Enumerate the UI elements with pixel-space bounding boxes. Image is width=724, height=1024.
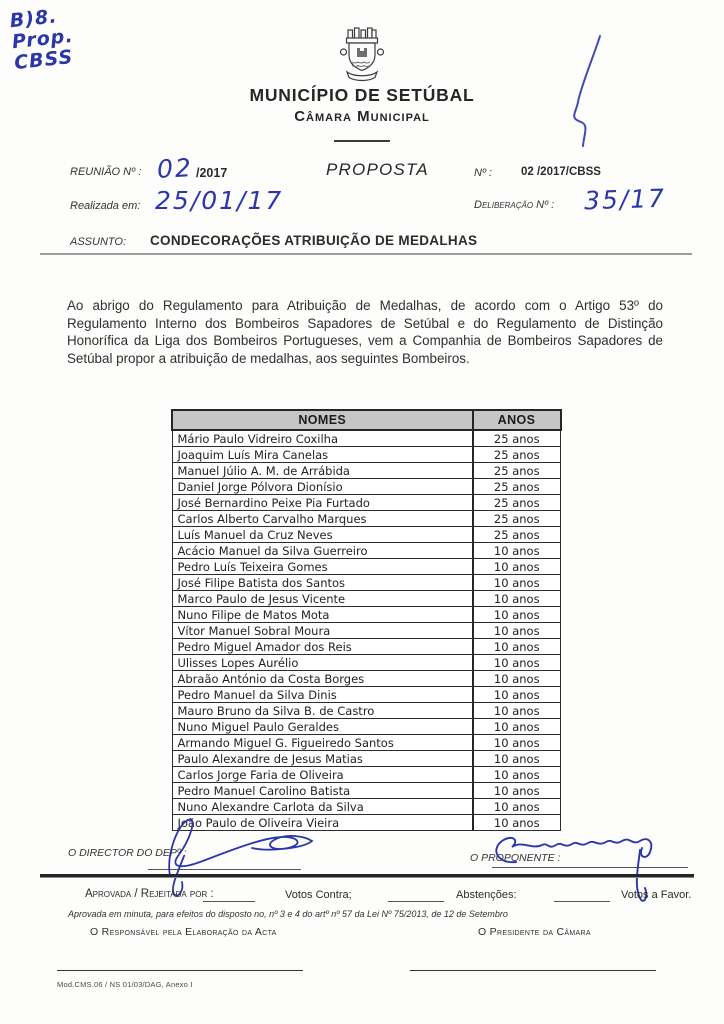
- body-paragraph: Ao abrigo do Regulamento para Atribuição de Medalhas, de acordo com o Artigo 53º do Regulamento Interno dos Bombeiros Sapadores de Setúbal e do Regulamento de Distinção Honorífica da Liga dos Bombeiros Portugueses, vem a Companhia de Bombeiros Sapadores de Setúbal propor a atribuição de medalhas, aos seguintes Bombeiros.: [67, 298, 663, 366]
- years-cell: 10 anos: [473, 639, 561, 655]
- director-signature: [140, 810, 320, 898]
- years-cell: 25 anos: [473, 463, 561, 479]
- name-cell: Pedro Manuel Carolino Batista: [172, 783, 473, 799]
- table-row: [172, 719, 561, 735]
- table-row: [172, 607, 561, 623]
- name-cell: Nuno Filipe de Matos Mota: [172, 607, 473, 623]
- council-name: Câmara Municipal: [294, 108, 430, 125]
- years-cell: 25 anos: [473, 511, 561, 527]
- table-row: [172, 687, 561, 703]
- annotation-line-1: B)8.: [8, 5, 59, 33]
- name-cell: Daniel Jorge Pólvora Dionísio: [172, 479, 473, 495]
- name-cell: Nuno Miguel Paulo Geraldes: [172, 719, 473, 735]
- table-header-anos: ANOS: [473, 410, 561, 430]
- deliberation-handwritten: 35/17: [583, 183, 667, 216]
- abstentions-blank-field: [388, 901, 444, 902]
- name-cell: José Bernardino Peixe Pia Furtado: [172, 495, 473, 511]
- proponent-label: O PROPONENTE :: [470, 852, 561, 864]
- name-cell: Pedro Miguel Amador dos Reis: [172, 639, 473, 655]
- years-cell: 10 anos: [473, 575, 561, 591]
- name-cell: Mauro Bruno da Silva B. de Castro: [172, 703, 473, 719]
- years-cell: 10 anos: [473, 623, 561, 639]
- name-cell: Ulisses Lopes Aurélio: [172, 655, 473, 671]
- name-cell: José Filipe Batista dos Santos: [172, 575, 473, 591]
- name-cell: Luís Manuel da Cruz Neves: [172, 527, 473, 543]
- table-row: [172, 623, 561, 639]
- name-cell: Marco Paulo de Jesus Vicente: [172, 591, 473, 607]
- votes-favor-label: Votos a Favor.: [621, 889, 692, 901]
- years-cell: 10 anos: [473, 559, 561, 575]
- table-row: [172, 655, 561, 671]
- years-cell: 10 anos: [473, 655, 561, 671]
- table-header-nomes: NOMES: [172, 410, 473, 430]
- years-cell: 10 anos: [473, 735, 561, 751]
- name-cell: Acácio Manuel da Silva Guerreiro: [172, 543, 473, 559]
- approval-decision-label: Aprovada / Rejeitada por :: [85, 888, 214, 900]
- votes-against-blank-field: [203, 901, 255, 902]
- name-cell: Mário Paulo Vidreiro Coxilha: [172, 430, 473, 447]
- years-cell: 25 anos: [473, 447, 561, 463]
- years-cell: 25 anos: [473, 430, 561, 447]
- name-cell: Carlos Alberto Carvalho Marques: [172, 511, 473, 527]
- proposta-title: PROPOSTA: [326, 160, 429, 179]
- name-cell: Manuel Júlio A. M. de Arrábida: [172, 463, 473, 479]
- subject-value: CONDECORAÇÕES ATRIBUIÇÃO DE MEDALHAS: [150, 233, 478, 248]
- table-row: [172, 575, 561, 591]
- minute-footnote: Aprovada em minuta, para efeitos do disposto no, nº 3 e 4 do artº nº 57 da Lei Nº 75/2013, de 12 de Setembro: [68, 909, 508, 919]
- date-handwritten: 25/01/17: [155, 186, 284, 215]
- name-cell: Abraão António da Costa Borges: [172, 671, 473, 687]
- president-label: O Presidente da Câmara: [478, 926, 591, 938]
- table-row: [172, 735, 561, 751]
- years-cell: 10 anos: [473, 607, 561, 623]
- date-label: Realizada em:: [70, 200, 141, 212]
- proposal-number-value: 02 /2017/CBSS: [521, 166, 601, 178]
- medals-table-body: [172, 430, 561, 831]
- name-cell: Paulo Alexandre de Jesus Matias: [172, 751, 473, 767]
- table-row: [172, 703, 561, 719]
- years-cell: 10 anos: [473, 783, 561, 799]
- years-cell: 10 anos: [473, 543, 561, 559]
- years-cell: 10 anos: [473, 751, 561, 767]
- meeting-number-label: REUNIÃO Nº :: [70, 166, 142, 178]
- subject-divider: [40, 253, 692, 255]
- years-cell: 10 anos: [473, 671, 561, 687]
- acta-responsible-label: O Responsável pela Elaboração da Acta: [90, 926, 277, 938]
- table-header-row: [172, 410, 561, 430]
- name-cell: Nuno Alexandre Carlota da Silva: [172, 799, 473, 815]
- table-row: [172, 527, 561, 543]
- name-cell: Carlos Jorge Faria de Oliveira: [172, 767, 473, 783]
- table-row: [172, 447, 561, 463]
- name-cell: Armando Miguel G. Figueiredo Santos: [172, 735, 473, 751]
- name-cell: Joaquim Luís Mira Canelas: [172, 447, 473, 463]
- table-row: [172, 495, 561, 511]
- meeting-year-printed: /2017: [196, 166, 228, 180]
- years-cell: 10 anos: [473, 591, 561, 607]
- years-cell: 25 anos: [473, 479, 561, 495]
- subject-label: ASSUNTO:: [70, 236, 127, 248]
- director-label: O DIRECTOR DO DEPº :: [68, 847, 187, 859]
- table-row: [172, 479, 561, 495]
- name-cell: Pedro Manuel da Silva Dinis: [172, 687, 473, 703]
- table-row: [172, 751, 561, 767]
- table-row: [172, 430, 561, 447]
- deliberation-label: Deliberação Nº :: [474, 199, 555, 211]
- years-cell: 25 anos: [473, 495, 561, 511]
- header-divider: [334, 140, 390, 142]
- table-row: [172, 639, 561, 655]
- name-cell: Vítor Manuel Sobral Moura: [172, 623, 473, 639]
- name-cell: Pedro Luís Teixeira Gomes: [172, 559, 473, 575]
- table-row: [172, 463, 561, 479]
- years-cell: 10 anos: [473, 719, 561, 735]
- years-cell: 10 anos: [473, 703, 561, 719]
- handwritten-annotation: [9, 5, 77, 74]
- years-cell: 10 anos: [473, 799, 561, 815]
- medals-table: [171, 409, 562, 831]
- annotation-line-3: CBSS: [13, 45, 75, 75]
- meeting-number-handwritten: 02: [156, 153, 194, 184]
- years-cell: 10 anos: [473, 767, 561, 783]
- table-row: [172, 767, 561, 783]
- years-cell: 25 anos: [473, 527, 561, 543]
- section-separator: [40, 874, 694, 878]
- years-cell: 10 anos: [473, 687, 561, 703]
- document-code: Mod.CMS.06 / NS 01/03/DAG, Anexo I: [57, 980, 193, 989]
- votes-favor-blank-field: [554, 901, 610, 902]
- table-row: [172, 783, 561, 799]
- coat-of-arms-icon: [334, 26, 390, 82]
- table-row: [172, 591, 561, 607]
- proposal-number-label: Nº :: [474, 167, 493, 179]
- name-cell: João Paulo de Oliveira Vieira: [172, 815, 473, 831]
- years-cell: 10 anos: [473, 815, 561, 831]
- president-signature-line: [410, 970, 656, 971]
- abstentions-label: Abstenções:: [456, 889, 517, 901]
- table-row: [172, 543, 561, 559]
- table-row: [172, 671, 561, 687]
- acta-signature-line: [57, 970, 303, 971]
- annotation-line-2: Prop.: [10, 24, 75, 54]
- municipality-name: MUNICÍPIO DE SETÚBAL: [249, 85, 475, 105]
- table-row: [172, 511, 561, 527]
- votes-against-label: Votos Contra;: [285, 889, 352, 901]
- table-row: [172, 559, 561, 575]
